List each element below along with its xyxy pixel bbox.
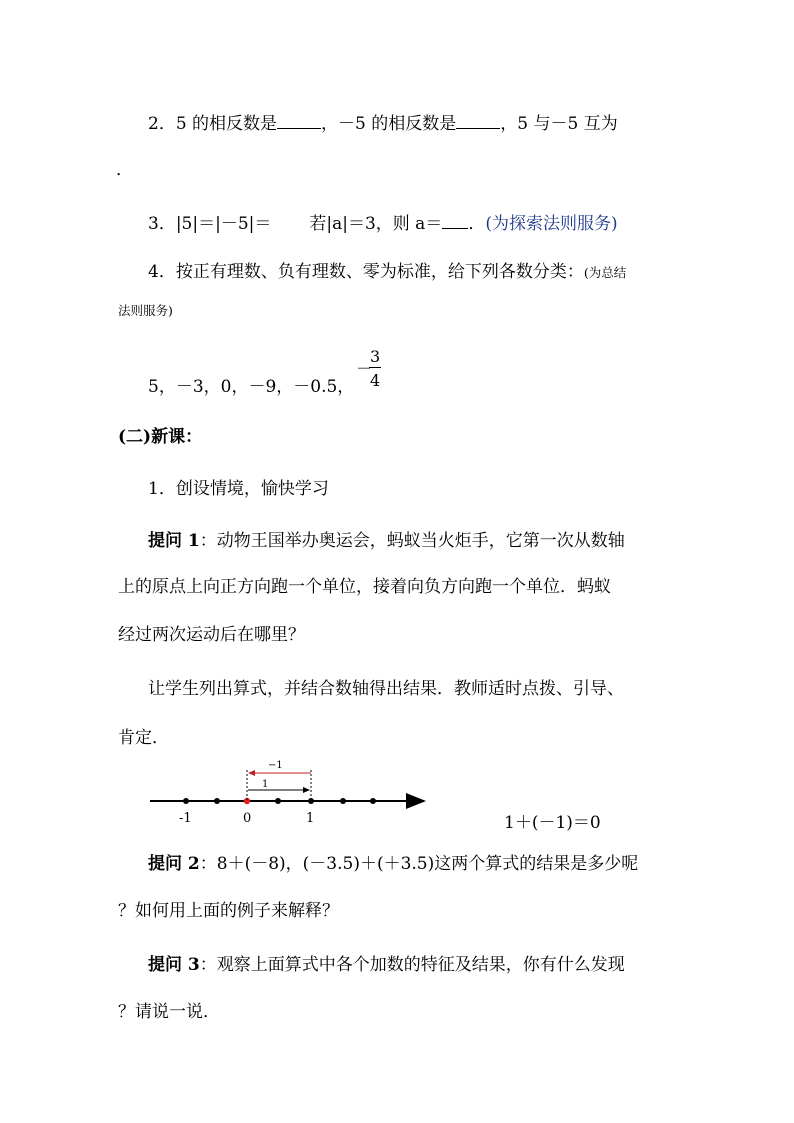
q2-suffix: ，5 与－5 互为: [500, 114, 618, 134]
ask-3-line-1: 提问 3：观察上面算式中各个加数的特征及结果，你有什么发现: [148, 955, 625, 975]
tick-point: [275, 798, 281, 804]
ask-2-line-2: ？如何用上面的例子来解释？: [118, 901, 339, 921]
fraction-numerator: 3: [370, 347, 381, 366]
q4-text: 4．按正有理数、负有理数、零为标准，给下列各数分类：: [148, 262, 584, 282]
subsection-1: 1．创设情境，愉快学习: [148, 479, 329, 499]
ask-1-followup-line-1: 让学生列出算式，并结合数轴得出结果．教师适时点拨、引导、: [148, 679, 624, 699]
ask-2-line-1: 提问 2：8＋(－8)，(－3.5)＋(＋3.5)这两个算式的结果是多少呢: [148, 854, 639, 874]
q3-note: (为探索法则服务): [485, 214, 618, 234]
ask-1-line-1: 提问 1：动物王国举办奥运会，蚂蚁当火炬手，它第一次从数轴: [148, 531, 625, 551]
fraction-denominator: 4: [370, 371, 381, 390]
tick-label: 1: [306, 811, 315, 826]
tick-label: 0: [243, 811, 252, 826]
ask-1-followup-line-2: 肯定．: [118, 728, 169, 748]
q2-mid: ，－5 的相反数是: [321, 114, 457, 134]
arrow-top-label: −1: [268, 760, 283, 771]
q3-if-clause: 若|a|＝3，则 a＝: [309, 214, 443, 234]
q3-period: ．: [468, 214, 486, 234]
ask-3-line-2: ？请说一说．: [118, 1002, 220, 1022]
q4-note-continuation: 法则服务): [118, 303, 173, 318]
tick-point: [340, 798, 346, 804]
ask-3-label: 提问 3: [148, 955, 200, 975]
ask-1-label: 提问 1: [148, 531, 200, 551]
q2-prefix: 2．5 的相反数是: [148, 114, 278, 134]
ask-2-label: 提问 2: [148, 854, 200, 874]
section-heading: (二)新课：: [118, 427, 203, 447]
tick-label: -1: [179, 811, 192, 826]
equation: 1＋(－1)＝0: [504, 813, 601, 833]
number-list: 5，－3，0，－9，－0.5，: [148, 377, 355, 397]
tick-point: [214, 798, 220, 804]
q3-abs-values: 3．|5|＝|－5|＝: [148, 214, 272, 234]
ask-1-line-3: 经过两次运动后在哪里？: [118, 625, 305, 645]
fraction-sign: －: [356, 359, 373, 378]
q2-continuation: ．: [116, 160, 133, 180]
ask-1-line-2: 上的原点上向正方向跑一个单位，接着向负方向跑一个单位．蚂蚁: [118, 577, 611, 597]
tick-point: [183, 798, 189, 804]
arrow-bottom-label: 1: [262, 779, 269, 790]
tick-point: [370, 798, 376, 804]
q4-note: (为总结: [583, 265, 627, 280]
